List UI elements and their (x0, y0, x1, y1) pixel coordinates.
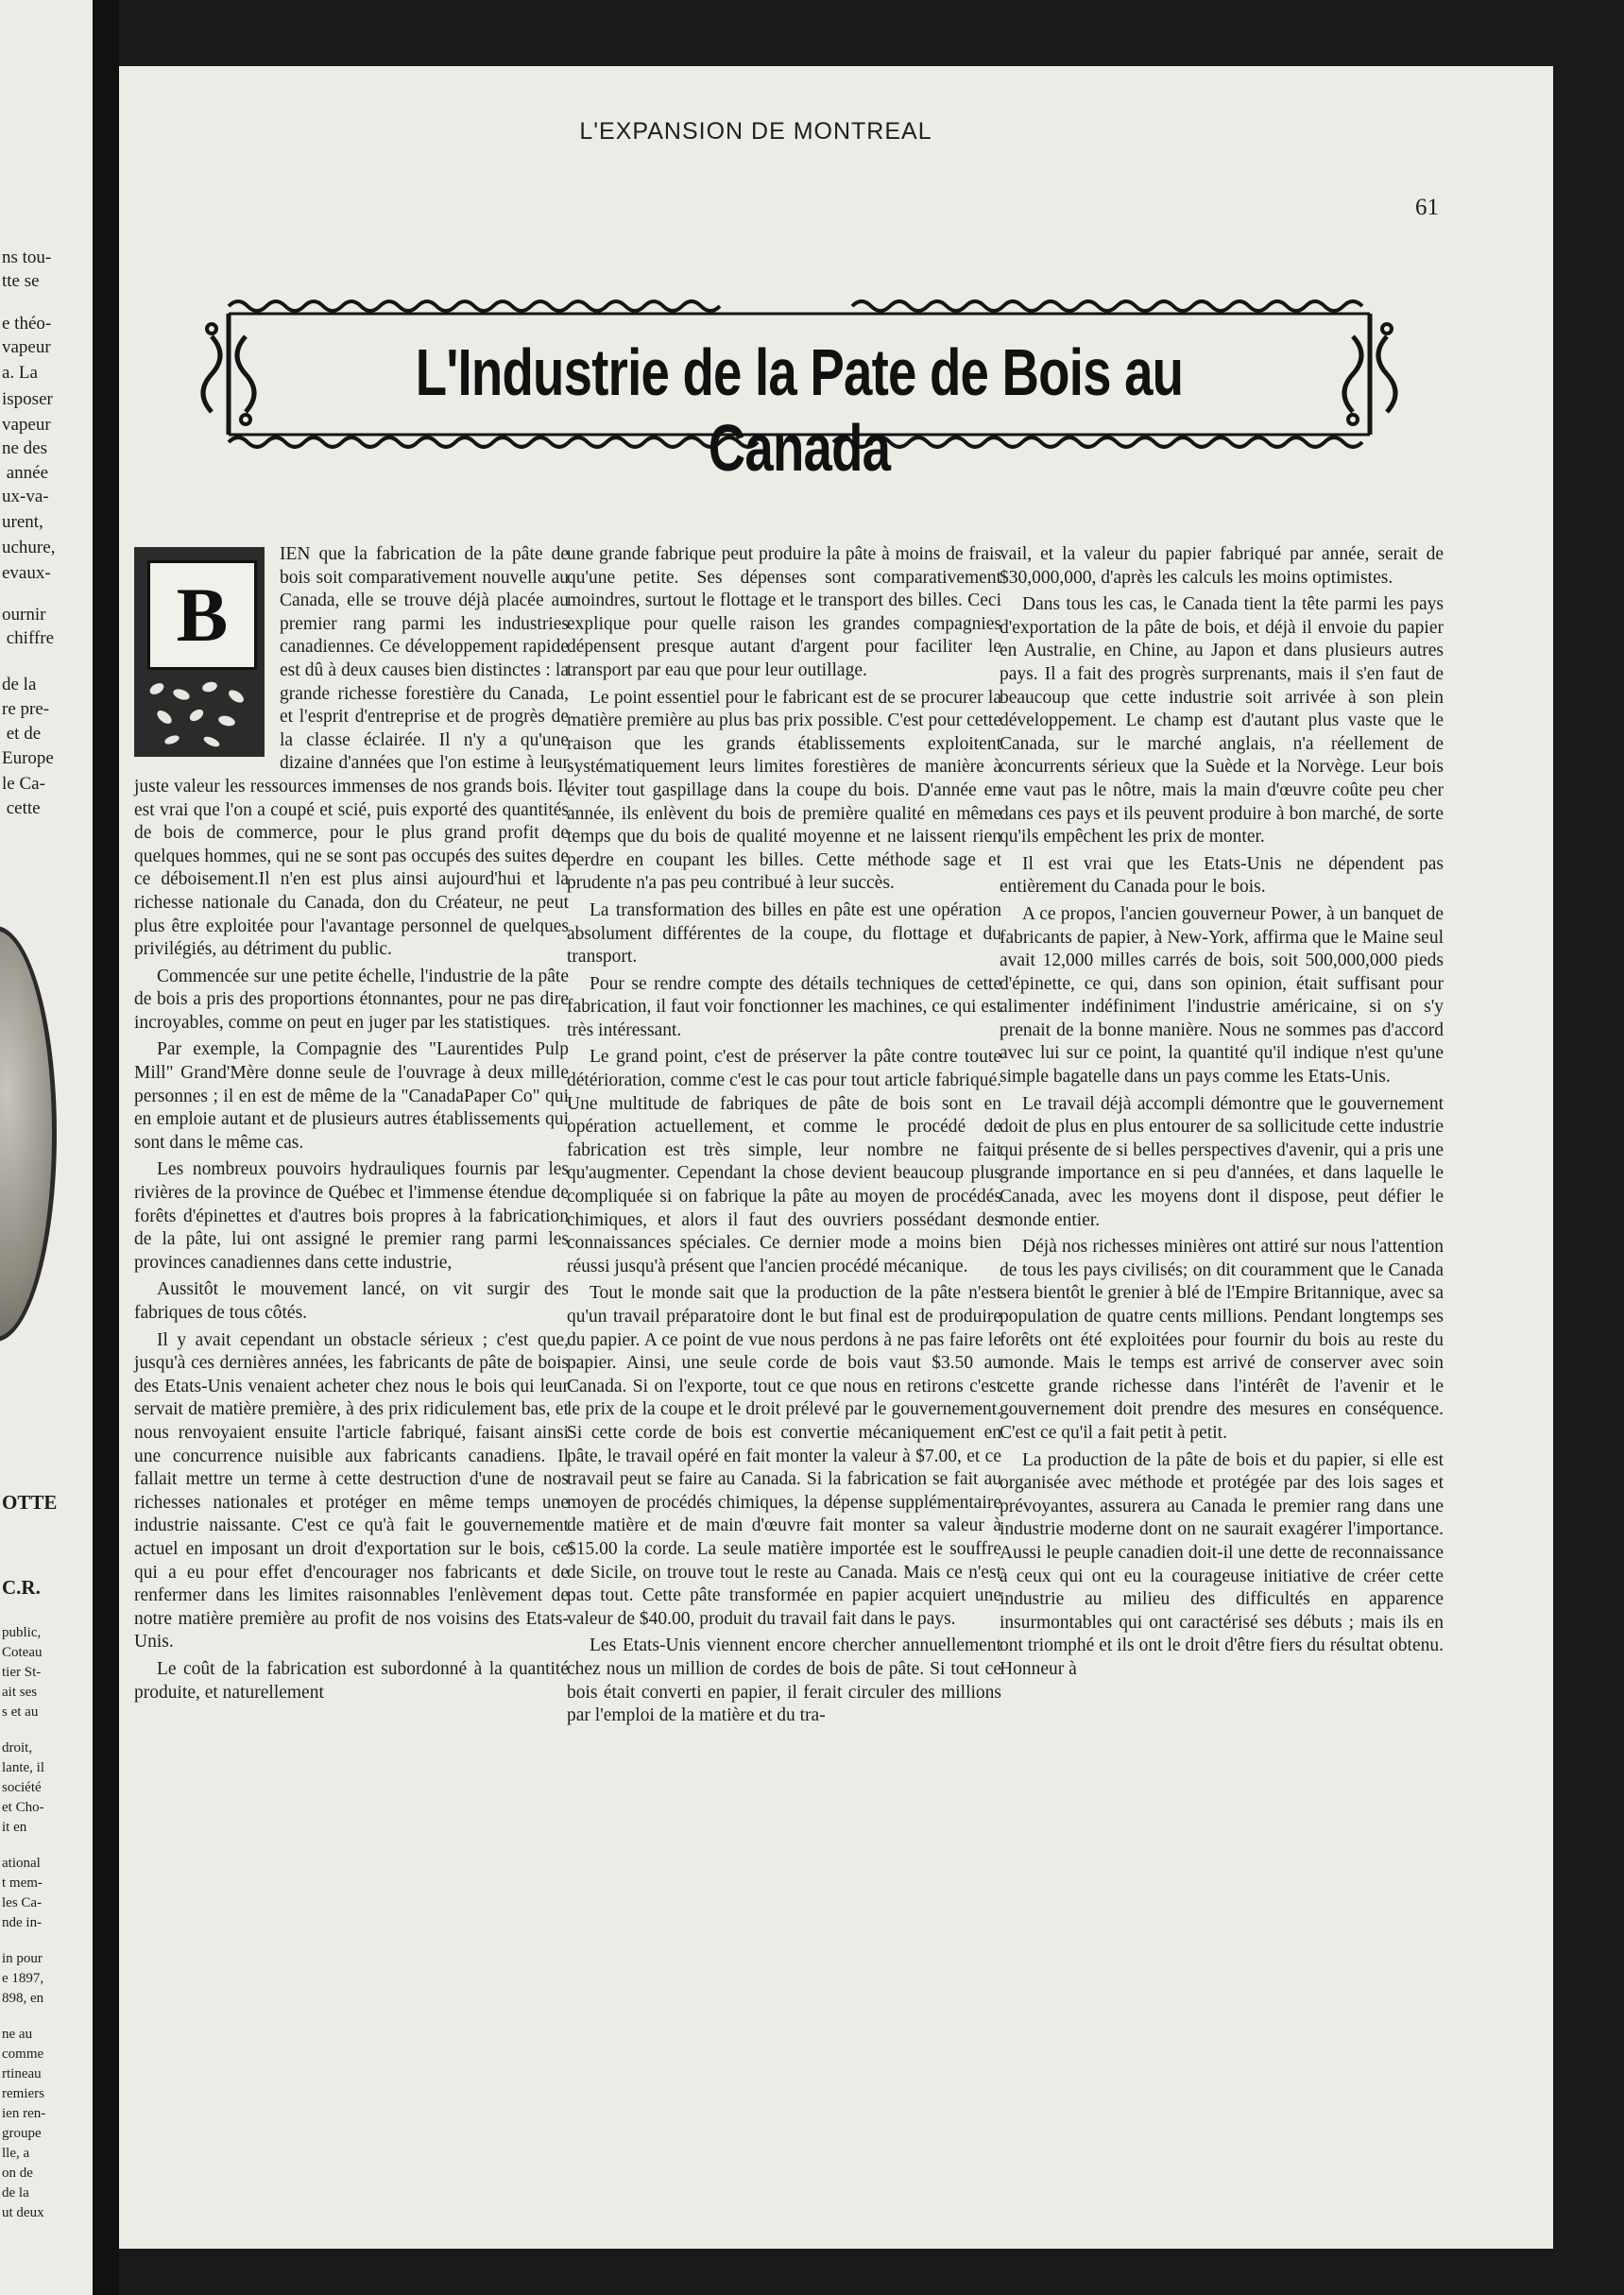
running-head: L'EXPANSION DE MONTREAL (579, 118, 932, 145)
previous-page-heading: OTTE (2, 1491, 58, 1514)
article-paragraph: Pour se rendre compte des détails techniques de cette fabrication, il faut voir fonctionner les machines, ce qui est très intéressant. (567, 973, 1001, 1040)
previous-page-line: ournir (2, 605, 46, 625)
previous-page-line: droit, (2, 1740, 33, 1756)
previous-page-line: les Ca- (2, 1895, 43, 1910)
previous-page-line: Europe (2, 748, 54, 768)
previous-page-line: comme (2, 2047, 44, 2062)
article-paragraph: Le grand point, c'est de préserver la pâte contre toute détérioration, comme c'est le cas pour tout article fabriqué. Une multitude de fabriques de pâte de bois sont en opération actuellement, et comme le procédé de fabrication est très simple, leur nombre ne fait qu'augmenter. Cependant la chose devient beaucoup plus compliquée si on fabrique la pâte au moyen de procédés chimiques, et alors il faut des ouvriers possédant des connaissances spéciales. Ce dernier mode a moins bien réussi jusqu'à présent que l'ancien procédé mécanique. (567, 1047, 1001, 1276)
previous-page-line: lante, il (2, 1760, 44, 1775)
previous-page-line: public, (2, 1625, 42, 1640)
previous-page-line: vapeur (2, 337, 51, 357)
article-paragraph: Dans tous les cas, le Canada tient la tête parmi les pays d'exportation de la pâte de bois, et déjà il envoie du papier en Australie, en Chine, au Japon et dans plusieurs autres pays. Il a fait des progrès surprenants, mais il s'en faut de beaucoup que cette industrie soit arrivée à son plein développement. Le champ est d'autant plus vaste que le Canada, sur le marché anglais, n'a réellement de concurrents sérieux que la Suède et la Norvège. Leur bois ne vaut pas le nôtre, mais la main d'œuvre coûte peu cher dans ces pays et ils peuvent produire à bon marché, de sorte qu'ils empêchent les prix de monter. (1000, 594, 1444, 848)
previous-page-line: uchure, (2, 538, 56, 557)
previous-page-line: nde in- (2, 1915, 43, 1930)
article-paragraph: vail, et la valeur du papier fabriqué par année, serait de $30,000,000, d'après les calculs les moins optimistes. (1000, 544, 1444, 588)
previous-page-line: tte se (2, 271, 40, 291)
article-paragraph: Commencée sur une petite échelle, l'industrie de la pâte de bois a pris des proportions étonnantes, pour ne pas dire incroyables, comme on peut en juger par les statistiques. (134, 966, 569, 1033)
article-paragraph: La transformation des billes en pâte est une opération absolument différentes de la coupe, du flottage et du transport. (567, 899, 1001, 968)
title-frame (191, 280, 1408, 485)
previous-page-line: de la (2, 675, 37, 694)
foliage-ornament-icon (144, 676, 255, 749)
previous-page-line: groupe (2, 2126, 42, 2141)
previous-page-line: ut deux (2, 2205, 44, 2220)
article-paragraph: Il y avait cependant un obstacle sérieux ; c'est que, jusqu'à ces dernières années, les fabricants de pâte de bois des Etats-Unis venaient acheter chez nous le bois qui leur servait de matière première, à des prix ridiculement bas, et nous renvoyaient ensuite l'article fabriqué, faisant ainsi une concurrence nuisible aux fabricants canadiens. Il fallait mettre un terme à cette destruction d'une de nos richesses nationales et protéger en même temps une industrie naissante. C'est ce qu'à fait le gouvernement actuel en imposant un droit d'exportation sur le bois, ce qui a eu pour effet d'encourager nos fabricants et de renfermer dans les limites raisonnables l'enlèvement de notre matière première au profit de nos voisins des Etats-Unis. (134, 1329, 569, 1653)
previous-page-line: t mem- (2, 1875, 43, 1891)
article-paragraph: Il est vrai que les Etats-Unis ne dépendent pas entièrement du Canada pour le bois. (1000, 853, 1444, 898)
article-paragraph: une grande fabrique peut produire la pâte à moins de frais qu'une petite. Ses dépenses sont comparativement moindres, surtout le flottage et le transport des billes. Ceci explique pour quelle raison les grandes compagnies dépensent presque autant d'argent pour faciliter le transport par eau que pour leur outillage. (567, 544, 1001, 680)
drop-cap-letter: B (176, 572, 229, 658)
previous-page-line: ne des (2, 438, 48, 458)
article-column-3 (1000, 543, 1444, 1686)
previous-page-line: it en (2, 1820, 27, 1835)
previous-page-line: lle, a (2, 2146, 30, 2161)
previous-page-line: année (2, 463, 49, 483)
previous-page-line: 898, en (2, 1991, 44, 2006)
article-paragraph: Le travail déjà accompli démontre que le gouvernement doit de plus en plus entourer de sa sollicitude cette industrie qui présente de si belles perspectives d'avenir, qui a pris une grande importance en si peu d'années, et dans laquelle le Canada, avec les moyens dont il dispose, peut défier le monde entier. (1000, 1093, 1444, 1230)
article-column-2 (567, 543, 1001, 1732)
previous-page-line: cette (2, 798, 41, 818)
article-paragraph: Par exemple, la Compagnie des "Laurentides Pulp Mill" Grand'Mère donne seule de l'ouvrage à deux mille personnes ; il en est de même de la "CanadaPaper Co" qui en emploie autant et de plusieurs autres établissements qui sont dans le même cas. (134, 1039, 569, 1153)
previous-page-line: e 1897, (2, 1971, 44, 1986)
previous-page-line: e théo- (2, 314, 52, 334)
previous-page-line: de la (2, 2185, 29, 2201)
previous-page-line: rtineau (2, 2066, 42, 2081)
previous-page-line: et Cho- (2, 1800, 44, 1815)
previous-page-line: Coteau (2, 1645, 43, 1660)
portrait-photo (0, 926, 57, 1342)
article-paragraph: Déjà nos richesses minières ont attiré sur nous l'attention de tous les pays civilisés; on dit couramment que le Canada sera bientôt le grenier à blé de l'Empire Britannique, avec sa population de quatre cents millions. Pendant longtemps ses forêts ont été exploitées pour fournir du bois au reste du monde. Mais le temps est arrivé de conserver avec soin cette grande richesse dans l'intérêt de l'avenir et le gouvernement doit prendre des mesures en conséquence. C'est ce qu'il a fait petit à petit. (1000, 1237, 1444, 1443)
previous-page-line: chiffre (2, 628, 55, 648)
previous-page-line: et de (2, 724, 42, 744)
article-paragraph: Les nombreux pouvoirs hydrauliques fournis par les rivières de la province de Québec et l'immense étendue de forêts d'épinettes et d'autres bois propres à la fabrication de la pâte, lui ont assigné le premier rang parmi les provinces canadiennes dans cette industrie, (134, 1159, 569, 1273)
page-gutter (93, 0, 119, 2295)
previous-page-line: ait ses (2, 1685, 38, 1700)
previous-page-line: in pour (2, 1951, 43, 1966)
article-paragraph: Aussitôt le mouvement lancé, on vit surgir des fabriques de tous côtés. (134, 1279, 569, 1323)
article-paragraph: IEN que la fabrication de la pâte de bois soit comparativement nouvelle au Canada, elle se trouve déjà placée au premier rang parmi les industries canadiennes. Ce développement rapide est dû à deux causes bien distinctes : la grande richesse forestière du Canada, et l'esprit d'entreprise et de progrès de la classe éclairée. Il n'y a qu'une dizaine d'années que l'on estime à leur juste valeur les ressources immenses de nos grands bois. Il est vrai que l'on a coupé et scié, puis exporté des quantités de bois de commerce, pour le plus grand profit de quelques hommes, qui ne se sont pas occupés des suites de ce déboisement.Il n'en est plus ainsi aujourd'hui et la richesse nationale du Canada, don du Créateur, ne peut plus être exploitée pour l'avantage personnel de quelques privilégiés, au détriment du public. (134, 544, 569, 960)
previous-page-line: re pre- (2, 699, 50, 719)
article-column-1 (134, 543, 569, 1708)
article-paragraph: La production de la pâte de bois et du papier, si elle est organisée avec méthode et protégée par des lois sages et prévoyantes, assurera au Canada le premier rang dans une industrie moderne dont on ne saurait exagérer l'importance. Aussi le peuple canadien doit-il une dette de reconnaissance à ceux qui ont eu la courageuse initiative de créer cette industrie au milieu des difficultés en apparence insurmontables qui ont caractérisé ses débuts ; mais ils en ont triomphé et ils ont le droit d'être fiers du résultat obtenu. Honneur à (1000, 1449, 1444, 1679)
previous-page-line: ux-va- (2, 487, 49, 506)
previous-page-line: tier St- (2, 1665, 42, 1680)
previous-page-initials: C.R. (2, 1576, 41, 1599)
article-paragraph: A ce propos, l'ancien gouverneur Power, à un banquet de fabricants de papier, à New-York, affirma que le Maine seul avait 12,000 milles carrés de bois, soit 500,000,000 pieds d'épinette, ce qui, dans son opinion, était suffisant pour alimenter indéfiniment l'industrie américaine, si on s'y prenait de la bonne manière. Nous ne sommes pas d'accord avec lui sur ce point, la quantité qu'il indique n'est qu'une simple bagatelle dans un pays comme les Etats-Unis. (1000, 903, 1444, 1088)
article-paragraph: Les Etats-Unis viennent encore chercher annuellement chez nous un million de cordes de bois de pâte. Si tout ce bois était converti en papier, il ferait circuler des millions par l'emploi de la matière et du tra- (567, 1636, 1001, 1726)
previous-page-line: isposer (2, 389, 53, 409)
previous-page-fragment (0, 0, 93, 2295)
previous-page-line: urent, (2, 512, 43, 532)
previous-page-line: ien ren- (2, 2106, 46, 2121)
article-paragraph: Tout le monde sait que la production de la pâte n'est qu'un travail préparatoire dont le but final est de produire du papier. A ce point de vue nous perdons à ne pas faire le papier. Ainsi, une seule corde de bois vaut $3.50 au Canada. Si on l'exporte, tout ce que nous en retirons c'est le prix de la coupe et le droit prélevé par le gouvernement. Si cette corde de bois est convertie mécaniquement en pâte, le travail opéré en fait monter la valeur à $7.00, et ce travail peut se faire au Canada. Si la fabrication se fait au moyen de procédés chimiques, la dépense supplémentaire de matière et de main d'œuvre fait monter sa valeur à $15.00 la corde. La seule matière importée est le souffre de Sicile, on trouve tout le reste au Canada. Mais ce n'est pas tout. Cette pâte transformée en papier acquiert une valeur de $40.00, produit du travail fait dans le pays. (567, 1283, 1001, 1629)
previous-page-line: a. La (2, 363, 38, 383)
previous-page-line: vapeur (2, 415, 51, 435)
article-paragraph: Le coût de la fabrication est subordonné à la quantité produite, et naturellement (134, 1658, 569, 1703)
previous-page-line: s et au (2, 1704, 39, 1720)
previous-page-line: ational (2, 1856, 41, 1871)
article-title: L'Industrie de la Pate de Bois au Canada (415, 335, 1184, 485)
previous-page-line: evaux- (2, 563, 51, 583)
previous-page-line: société (2, 1780, 42, 1795)
previous-page-line: le Ca- (2, 774, 45, 794)
previous-page-line: ne au (2, 2027, 33, 2042)
page-number: 61 (1415, 195, 1439, 220)
previous-page-line: remiers (2, 2086, 44, 2101)
previous-page-line: on de (2, 2166, 33, 2181)
drop-cap (134, 547, 265, 757)
previous-page-line: ns tou- (2, 248, 52, 267)
article-paragraph: Le point essentiel pour le fabricant est de se procurer la matière première au plus bas prix possible. C'est pour cette raison que les grands établissements exploitent systématiquement leurs limites forestières de manière à éviter tout gaspillage dans la coupe du bois. D'année en année, ils enlèvent du bois de première qualité en même temps que du bois de qualité moyenne et ne laissent rien perdre en coupant les billes. Cette méthode sage et prudente n'a pas peu contribué à leur succès. (567, 687, 1001, 894)
